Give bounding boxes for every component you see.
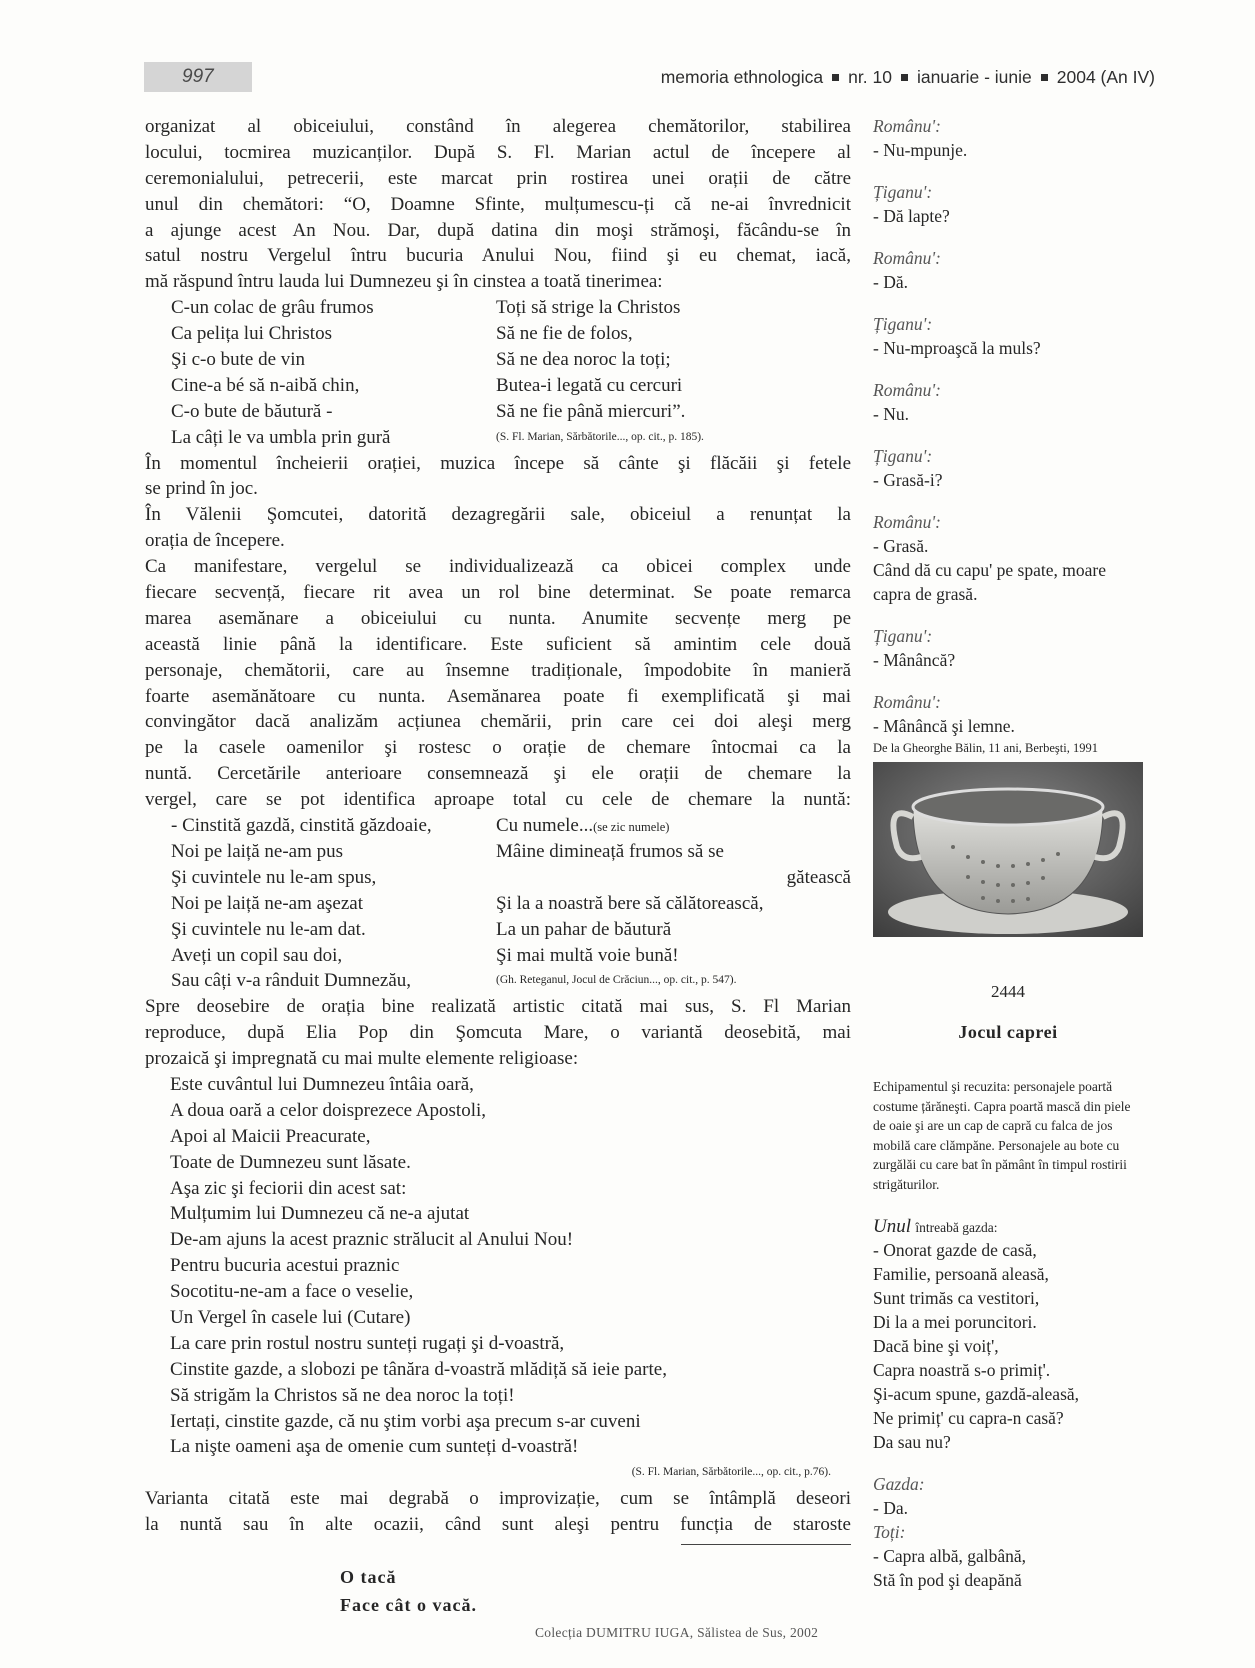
verse-right-text: Şi la a noastră bere să călătorească, <box>496 892 764 914</box>
dialogue-line: - Dă. <box>873 272 908 292</box>
dialogue-line: - Capra albă, galbână, <box>873 1546 1027 1566</box>
verse-line: Toate de Dumnezeu sunt lăsate. <box>170 1151 411 1173</box>
verse-left: - Cinstită gazdă, cinstită găzdoaie, <box>171 815 432 837</box>
text-line: Varianta citată este mai degrabă o improvizație, cum se întâmplă deseori <box>145 1488 851 1510</box>
verse-right-text: La un pahar de băutură <box>496 918 672 940</box>
verse-line <box>145 891 851 917</box>
poem-line: O tacă <box>340 1566 397 1587</box>
verse-line <box>145 968 851 994</box>
running-header <box>661 62 1155 92</box>
verse-line: Iertați, cinstite gazde, că nu ştim vorbi aşa precum s-ar cuveni <box>170 1410 641 1432</box>
verse-left: C-un colac de grâu frumos <box>171 297 374 319</box>
page-number: 997 <box>144 62 252 92</box>
separator-square-icon <box>832 74 839 81</box>
verse-right-text: Toți să strige la Christos <box>496 297 681 319</box>
equipment-note: Echipamentul şi recuzita: personajele poartă costume țărăneşti. Capra poartă mască din piele de oaie şi are un cap de capră cu falca de jos mobilă care clămpăne. Personajele au bote cu zurgălăi cu care bat în pământ în timpul rostirii strigăturilor. <box>873 1079 1131 1192</box>
verse-left: Şi cuvintele nu le-am spus, <box>171 866 377 888</box>
text-line: pe la casele oamenilor şi rostesc o orație de chemare întocmai ca la <box>145 737 851 759</box>
text-line: foarte asemănătoare cu nunta. Asemănarea poate fi exemplificată şi mai <box>145 685 851 707</box>
text-line: locului, tocmirea muzicanților. După S. Fl. Marian actul de începere al <box>145 141 851 163</box>
text-line: Spre deosebire de orația bine realizată artistic citată mai sus, S. Fl Marian <box>145 996 851 1018</box>
stage-direction: întreabă gazda: <box>915 1220 998 1235</box>
dialogue-line: - Dă lapte? <box>873 206 950 226</box>
separator-square-icon <box>901 74 908 81</box>
verse-line <box>145 321 851 347</box>
speaker-name: Unul <box>873 1216 911 1237</box>
verse-right <box>496 373 851 399</box>
spacer <box>873 606 1143 624</box>
speaker-line <box>873 1214 1143 1238</box>
paragraph <box>145 502 851 554</box>
speech <box>873 1238 1143 1454</box>
dialogue-line: Stă în pod şi deapănă <box>873 1570 1022 1590</box>
spacer <box>873 492 1143 510</box>
source-note: De la Gheorghe Bălin, 11 ani, Berbeşti, 1991 <box>873 741 1098 755</box>
dialogue-line: Da sau nu? <box>873 1432 951 1452</box>
verse-line: La nişte oameni aşa de omenie cum sunteți d-voastră! <box>170 1436 579 1458</box>
verse-line <box>145 373 851 399</box>
verse-right-text: Să ne dea noroc la toți; <box>496 349 671 371</box>
verse-line <box>145 865 851 891</box>
verse-line: La care prin rostul nostru sunteți rugați şi d-voastră, <box>170 1332 565 1354</box>
dialogue-line: Capra noastră s-o primiț'. <box>873 1360 1051 1380</box>
spacer <box>873 294 1143 312</box>
poem-line: Face cât o vacă. <box>340 1594 477 1615</box>
verse-right-text: gătească <box>786 866 851 888</box>
verse-block-2 <box>145 813 851 968</box>
verse-right-text: Şi mai multă voie bună! <box>496 944 679 966</box>
speaker-name: Românu': <box>873 248 941 268</box>
speaker-name: Românu': <box>873 692 941 712</box>
citation: (Gh. Reteganul, Jocul de Crăciun..., op. cit., p. 547). <box>496 974 737 987</box>
paragraph <box>145 994 851 1046</box>
main-column <box>145 114 851 1619</box>
text-line: această linie până la identificare. Este suficient să amintim cele două <box>145 633 851 655</box>
short-poem <box>145 1563 851 1619</box>
text-line: satul nostru Vergelul întru bucuria Anului Nou, fiind şi eu chemat, iacă, <box>145 245 851 267</box>
speaker-name: Gazda: <box>873 1474 925 1494</box>
speaker-name: Țiganu': <box>873 446 933 466</box>
verse-note: (se zic numele) <box>593 820 670 835</box>
verse-line: Să strigăm la Christos să ne dea noroc la toți! <box>170 1384 515 1406</box>
text-line: fiecare secvență, fiecare rit avea un rol bine determinat. Se poate remarca <box>145 582 851 604</box>
verse-right-text: Mâine dimineață frumos să se <box>496 840 724 862</box>
text-line: personaje, chemătorii, care au însemne tradiționale, împodobite în manieră <box>145 659 851 681</box>
spacer <box>873 228 1143 246</box>
colander-photo <box>873 762 1143 937</box>
verse-right-text: Butea-i legată cu cercuri <box>496 374 683 396</box>
verse-left: Cine-a bé să n-aibă chin, <box>171 374 360 396</box>
dialogue-line: Di la a mei poruncitori. <box>873 1312 1037 1332</box>
verse-right <box>496 943 851 969</box>
verse-left: Sau câți v-a rânduit Dumnezău, <box>171 970 412 992</box>
verse-line: Cinstite gazde, a slobozi pe tânăra d-voastră mlădiță să ieie parte, <box>170 1358 667 1380</box>
dialogue-line: - Da. <box>873 1498 908 1518</box>
paragraph <box>145 451 851 503</box>
verse-left: Şi c-o bute de vin <box>171 349 306 371</box>
verse-line: Pentru bucuria acestui praznic <box>170 1255 400 1277</box>
dialogue-line: - Grasă. <box>873 536 929 556</box>
journal-name: memoria ethnologica <box>660 67 824 87</box>
separator-square-icon <box>1041 74 1048 81</box>
verse-line <box>145 917 851 943</box>
intro-paragraph <box>145 114 851 269</box>
verse-right <box>496 865 851 891</box>
collection-credit: Colecția DUMITRU IUGA, Sălistea de Sus, 2002 <box>535 1625 819 1640</box>
text-line: la nuntă sau în alte ocazii, când sunt aleşi pentru funcția de staroste <box>145 1514 851 1536</box>
speaker-name: Românu': <box>873 116 941 136</box>
dialogue-line: Dacă bine şi voiț', <box>873 1336 999 1356</box>
text-line: marea asemănare a obiceiului cu nunta. Anumite secvențe merg pe <box>145 607 851 629</box>
text-line: Ca manifestare, vergelul se individualizează ca obicei complex unde <box>145 556 851 578</box>
verse-line: A doua oară a celor doisprezece Apostoli, <box>170 1099 487 1121</box>
dialogue-line: - Nu-mpunje. <box>873 140 968 160</box>
verse-left: C-o bute de băutură - <box>171 400 333 422</box>
verse-line: Este cuvântul lui Dumnezeu întâia oară, <box>170 1073 474 1095</box>
text-line: unul din chemători: “O, Doamne Sfinte, mulțumescu-ți că ne-ai învrednicit <box>145 193 851 215</box>
verse-right <box>496 891 851 917</box>
text-line: reproduce, după Elia Pop din Şomcuta Mare, o variantă deosebită, mai <box>145 1022 851 1044</box>
verse-line <box>145 295 851 321</box>
speaker-name: Românu': <box>873 512 941 532</box>
speech <box>873 1544 1143 1592</box>
verse-right <box>496 839 851 865</box>
dialogue-line: - Onorat gazde de casă, <box>873 1240 1037 1260</box>
text-line: vergel, care se pot identifica aproape total cu cele de chemare la nuntă: <box>145 789 851 811</box>
spacer <box>873 426 1143 444</box>
text-line: mă răspund întru lauda lui Dumnezeu şi în cinstea a toată tinerimea: <box>145 271 663 293</box>
verse-line: Socotitu-ne-am a face o veselie, <box>170 1281 414 1303</box>
verse-block-1 <box>145 295 851 424</box>
speaker-name: Toți: <box>873 1522 906 1542</box>
dialogue-line: - Mânâncă şi lemne. <box>873 716 1015 736</box>
issue-period: ianuarie - iunie <box>916 67 1032 87</box>
photo-number: 2444 <box>991 982 1025 1001</box>
dialogue <box>873 114 1143 738</box>
sidebar-column <box>873 114 1143 1592</box>
section-title: Jocul caprei <box>958 1022 1058 1042</box>
issue-year: 2004 (An IV) <box>1056 67 1155 87</box>
text-line: se prind în joc. <box>145 478 258 500</box>
speaker-name: Țiganu': <box>873 314 933 334</box>
paragraph <box>145 554 851 813</box>
verse-line: Apoi al Maicii Preacurate, <box>170 1125 371 1147</box>
verse-right-text: Cu numele... <box>496 815 594 837</box>
text-line: convingător dacă analizăm acțiunea chemării, prin care cei doi aleşi merg <box>145 711 851 733</box>
verse-line <box>145 399 851 425</box>
paragraph <box>145 1486 851 1538</box>
text-line: În momentul încheierii orației, muzica începe să cânte şi flăcăii şi fetele <box>145 452 851 474</box>
dialogue-line: Ne primiț' cu capra-n casă? <box>873 1408 1064 1428</box>
speaker-name: Țiganu': <box>873 182 933 202</box>
dialogue-line: - Nu-mproaşcă la muls? <box>873 338 1041 358</box>
verse-line: Un Vergel în casele lui (Cutare) <box>170 1306 411 1328</box>
spacer <box>873 672 1143 690</box>
verse-right <box>496 295 851 321</box>
citation: (S. Fl. Marian, Sărbătorile..., op. cit., p. 185). <box>496 430 704 443</box>
dialogue-line: - Grasă-i? <box>873 470 943 490</box>
dialogue-line: Când dă cu capu' pe spate, moare <box>873 560 1106 580</box>
text-line: ceremonialului, petrecerii, este marcat prin rostirea unei orații de către <box>145 167 851 189</box>
verse-right-text: Să ne fie de folos, <box>496 323 633 345</box>
text-line: orația de începere. <box>145 530 285 552</box>
verse-left: Noi pe laiță ne-am aşezat <box>171 892 364 914</box>
dialogue-line: Familie, persoană aleasă, <box>873 1264 1049 1284</box>
citation: (S. Fl. Marian, Sărbătorile..., op. cit., p.76). <box>631 1466 831 1479</box>
dialogue-line: Şi-acum spune, gazdă-aleasă, <box>873 1384 1080 1404</box>
text-line: a ajunge acest An Nou. Dar, după datina din moşi strămoşi, făcându-se în <box>145 219 851 241</box>
verse-line <box>145 813 851 839</box>
verse-line <box>145 347 851 373</box>
verse-line <box>145 425 851 451</box>
dialogue-line: capra de grasă. <box>873 584 978 604</box>
verse-left: Şi cuvintele nu le-am dat. <box>171 918 366 940</box>
spacer <box>873 360 1143 378</box>
horizontal-rule <box>681 1544 851 1545</box>
verse-block-3 <box>145 1072 851 1460</box>
text-line: În Vălenii Şomcutei, datorită dezagregării sale, obiceiul a renunțat la <box>145 504 851 526</box>
verse-left: Aveți un copil sau doi, <box>171 944 343 966</box>
dialogue-line: - Nu. <box>873 404 909 424</box>
verse-right <box>496 321 851 347</box>
verse-right-text: Să ne fie până miercuri”. <box>496 400 686 422</box>
text-line: nuntă. Cercetările anterioare consemnează şi ele orații de chemare la <box>145 763 851 785</box>
verse-right <box>496 917 851 943</box>
dialogue-line: - Mânâncă? <box>873 650 956 670</box>
spacer <box>873 162 1143 180</box>
verse-left: La câți le va umbla prin gură <box>171 426 391 448</box>
verse-line: Mulțumim lui Dumnezeu că ne-a ajutat <box>170 1203 470 1225</box>
verse-left: Ca pelița lui Christos <box>171 323 332 345</box>
verse-line: Aşa zic şi feciorii din acest sat: <box>170 1177 407 1199</box>
issue-number: nr. 10 <box>848 67 892 87</box>
verse-right <box>496 399 851 425</box>
speaker-name: Românu': <box>873 380 941 400</box>
verse-right <box>496 347 851 373</box>
text-line: prozaică şi impregnată cu mai multe elemente religioase: <box>145 1048 579 1070</box>
verse-line <box>145 839 851 865</box>
verse-line: De-am ajuns la acest praznic strălucit al Anului Nou! <box>170 1229 574 1251</box>
dialogue-line: Sunt trimăs ca vestitori, <box>873 1288 1040 1308</box>
speaker-name: Țiganu': <box>873 626 933 646</box>
verse-line <box>145 943 851 969</box>
text-line: organizat al obiceiului, constând în alegerea chemătorilor, stabilirea <box>145 116 851 137</box>
verse-right <box>496 813 851 839</box>
verse-left: Noi pe laiță ne-am pus <box>171 840 344 862</box>
